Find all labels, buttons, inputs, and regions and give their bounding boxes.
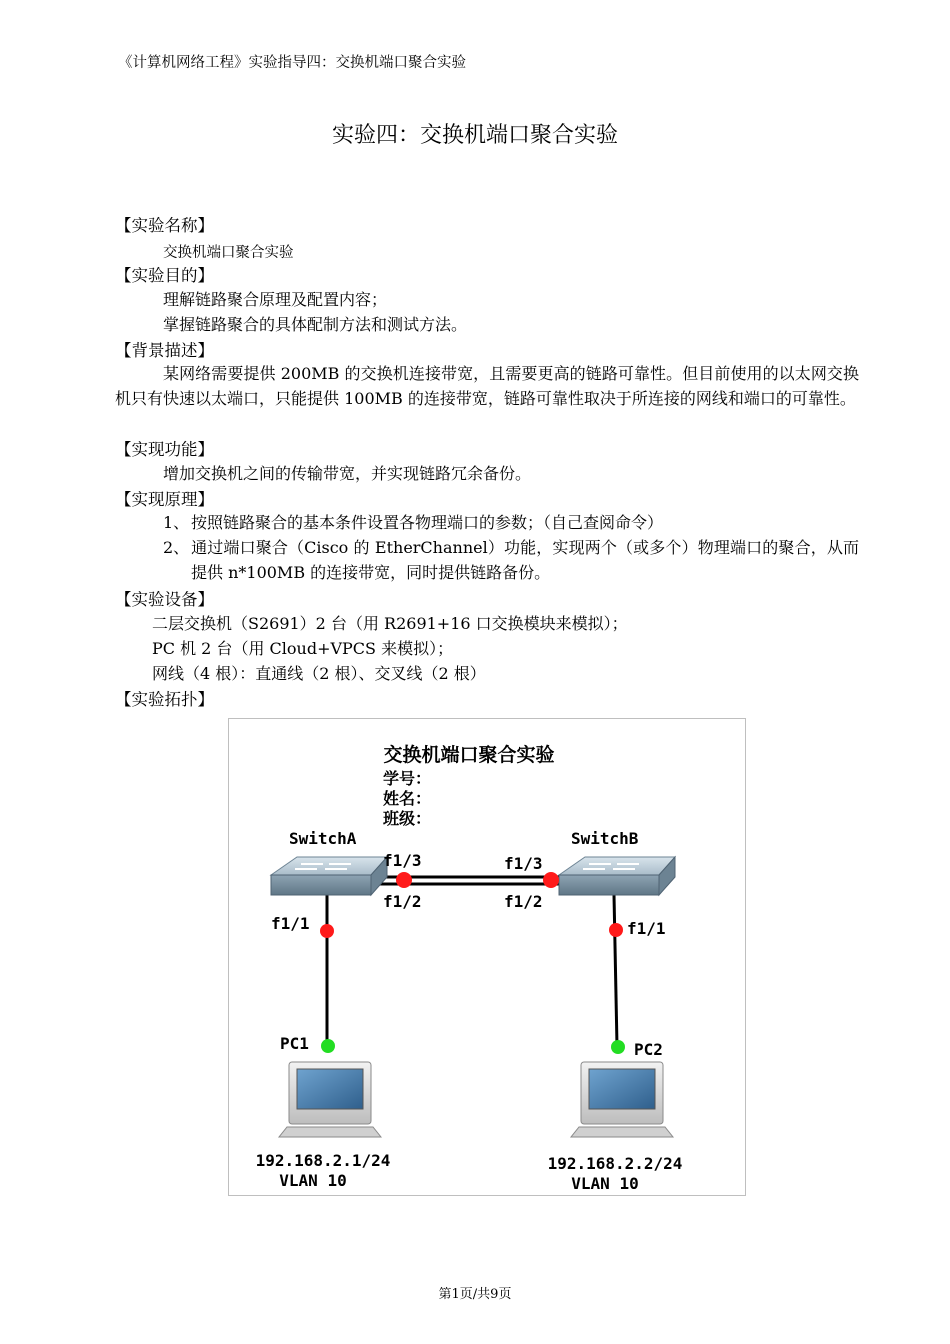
section-heading-equipment: 【实验设备】: [115, 590, 214, 609]
switch-a-port-f1-3: f1/3: [383, 851, 422, 870]
pc2-ip: 192.168.2.2/24: [547, 1154, 683, 1173]
page-header: 《计算机网络工程》实验指导四：交换机端口聚合实验: [118, 55, 466, 71]
port-status-dot: [321, 1039, 335, 1053]
switch-b-port-f1-2: f1/2: [504, 892, 543, 911]
function-text: 增加交换机之间的传输带宽，并实现链路冗余备份。: [163, 464, 532, 483]
diagram-field-id: 学号：: [383, 769, 432, 788]
switch-a-label: SwitchA: [289, 829, 357, 848]
principle-item: [163, 535, 859, 585]
page-title: 实验四：交换机端口聚合实验: [331, 123, 618, 148]
purpose-item: 掌握链路聚合的具体配制方法和测试方法。: [163, 315, 468, 334]
switch-b-port-f1-3: f1/3: [504, 854, 543, 873]
pc2-vlan: VLAN 10: [571, 1174, 639, 1193]
switch-b-label: SwitchB: [571, 829, 639, 848]
principle-item: [163, 510, 859, 535]
principle-num: 1、: [163, 513, 190, 532]
pc1-ip: 192.168.2.1/24: [255, 1151, 391, 1170]
port-status-dot: [543, 872, 559, 888]
port-status-dot: [320, 924, 334, 938]
section-heading-topology: 【实验拓扑】: [115, 690, 214, 709]
pc1-icon: [279, 1062, 381, 1137]
principle-num: 2、: [163, 538, 190, 557]
principle-text: 按照链路聚合的基本条件设置各物理端口的参数；（自己查阅命令）: [191, 513, 664, 532]
diagram-field-class: 班级：: [383, 809, 432, 828]
equipment-item: 二层交换机（S2691）2 台（用 R2691+16 口交换模块来模拟）；: [152, 614, 628, 633]
switch-a-icon: [271, 857, 387, 895]
pc2-icon: [571, 1062, 673, 1137]
pc1-label: PC1: [280, 1034, 309, 1053]
section-heading-purpose: 【实验目的】: [115, 266, 214, 285]
diagram-field-name: 姓名：: [383, 789, 432, 808]
section-heading-function: 【实现功能】: [115, 440, 214, 459]
switch-a-port-f1-2: f1/2: [383, 892, 422, 911]
diagram-title: 交换机端口聚合实验: [383, 744, 555, 766]
page-footer: 第1页/共9页: [438, 1287, 512, 1302]
background-paragraph: 某网络需要提供 200MB 的交换机连接带宽，且需要更高的链路可靠性。但目前使用的以太网交换机只有快速以太端口，只能提供 100MB 的连接带宽，链路可靠性取决于所连接的网线和端口的可靠性。: [115, 364, 859, 408]
section-name-text: 交换机端口聚合实验: [163, 245, 294, 261]
topology-diagram: [228, 718, 746, 1196]
equipment-item: 网线（4 根）：直通线（2 根）、交叉线（2 根）: [152, 664, 486, 683]
pc2-label: PC2: [634, 1040, 663, 1059]
port-status-dot: [611, 1040, 625, 1054]
purpose-item: 理解链路聚合原理及配置内容；: [163, 290, 388, 309]
section-heading-principle: 【实现原理】: [115, 490, 214, 509]
switch-b-icon: [559, 857, 675, 895]
switch-a-port-f1-1: f1/1: [271, 914, 310, 933]
equipment-item: PC 机 2 台（用 Cloud+VPCS 来模拟）；: [152, 639, 454, 658]
port-status-dot: [396, 872, 412, 888]
switch-b-port-f1-1: f1/1: [627, 919, 666, 938]
link-switchb-pc2: [614, 895, 617, 1046]
section-heading-name: 【实验名称】: [115, 216, 214, 235]
principle-text: 通过端口聚合（Cisco 的 EtherChannel）功能，实现两个（或多个）物理端口的聚合，从而提供 n*100MB 的连接带宽，同时提供链路备份。: [191, 538, 859, 582]
port-status-dot: [609, 923, 623, 937]
section-heading-background: 【背景描述】: [115, 341, 214, 360]
pc1-vlan: VLAN 10: [279, 1171, 347, 1190]
